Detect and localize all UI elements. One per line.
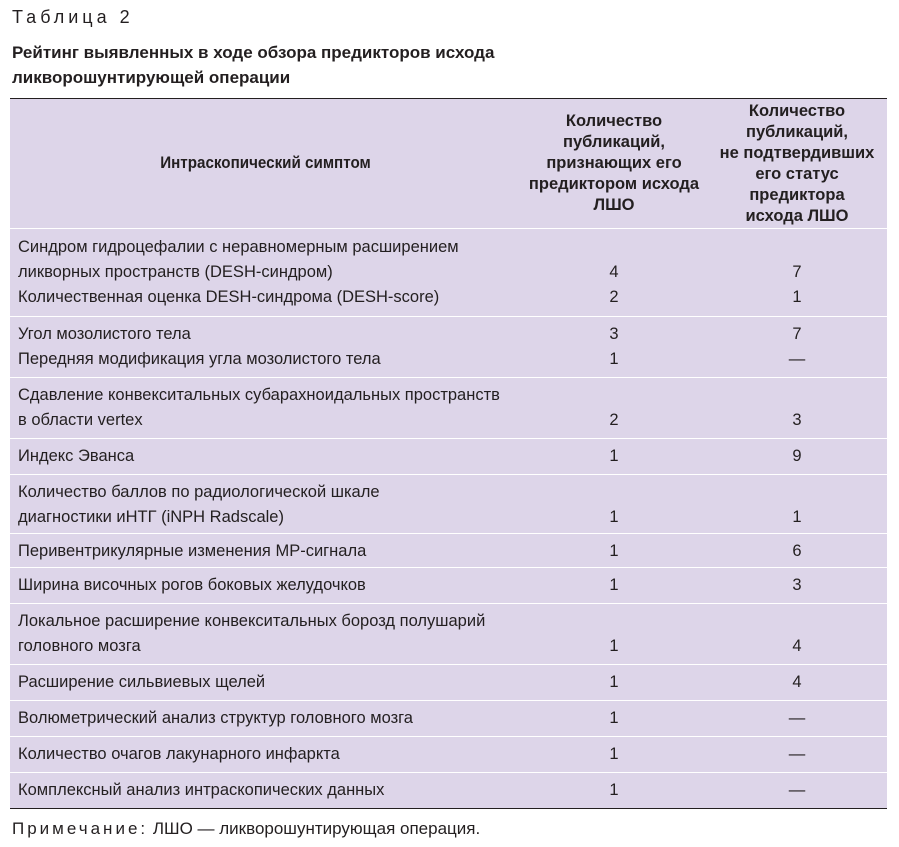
symptom-text: Передняя модификация угла мозолистого тела bbox=[18, 350, 381, 368]
confirmed-count-cell bbox=[521, 706, 707, 731]
not-confirmed-count: — bbox=[788, 350, 806, 368]
not-confirmed-count: 1 bbox=[792, 288, 802, 306]
not-confirmed-count bbox=[707, 609, 887, 634]
table-row bbox=[10, 604, 887, 665]
confirmed-count-cell bbox=[521, 480, 707, 530]
symptom-text: Количество баллов по радиологической шкале bbox=[18, 483, 380, 501]
not-confirmed-count-cell bbox=[707, 778, 887, 803]
confirmed-count bbox=[521, 480, 707, 505]
symptom-cell bbox=[10, 322, 521, 372]
confirmed-count: 1 bbox=[609, 781, 619, 799]
confirmed-count bbox=[521, 609, 707, 634]
not-confirmed-count-cell bbox=[707, 609, 887, 659]
symptom-text: Ширина височных рогов боковых желудочков bbox=[18, 576, 366, 594]
symptom-text: Сдавление конвекситальных субарахноидальных пространств bbox=[18, 386, 500, 404]
symptom-text: Индекс Эванса bbox=[18, 447, 135, 465]
table-row bbox=[10, 534, 887, 568]
confirmed-count: 1 bbox=[609, 745, 619, 763]
confirmed-count: 1 bbox=[609, 350, 619, 368]
symptom-cell bbox=[10, 609, 521, 659]
table-row bbox=[10, 701, 887, 737]
symptom-cell bbox=[10, 778, 521, 803]
predictors-table bbox=[10, 98, 887, 809]
confirmed-count: 1 bbox=[609, 673, 619, 691]
not-confirmed-count-cell bbox=[707, 322, 887, 372]
table-note bbox=[12, 818, 480, 840]
table-row bbox=[10, 665, 887, 701]
table-row bbox=[10, 378, 887, 439]
table-row bbox=[10, 317, 887, 378]
confirmed-count-cell bbox=[521, 383, 707, 433]
not-confirmed-count: — bbox=[788, 781, 806, 799]
not-confirmed-count bbox=[707, 383, 887, 408]
not-confirmed-count: 7 bbox=[792, 263, 802, 281]
table-row bbox=[10, 475, 887, 534]
not-confirmed-count-cell bbox=[707, 383, 887, 433]
symptom-cell bbox=[10, 480, 521, 530]
symptom-text: ликворных пространств (DESH-синдром) bbox=[18, 263, 333, 281]
confirmed-count-cell bbox=[521, 235, 707, 310]
symptom-cell bbox=[10, 670, 521, 695]
confirmed-count: 4 bbox=[609, 263, 619, 281]
confirmed-count-cell bbox=[521, 778, 707, 803]
confirmed-count-cell bbox=[521, 444, 707, 469]
symptom-cell bbox=[10, 235, 521, 310]
confirmed-count-cell bbox=[521, 670, 707, 695]
not-confirmed-count: 9 bbox=[792, 447, 802, 465]
not-confirmed-count-cell bbox=[707, 235, 887, 310]
symptom-text: Перивентрикулярные изменения МР-сигнала bbox=[18, 542, 367, 560]
not-confirmed-count: 7 bbox=[792, 325, 802, 343]
confirmed-count: 1 bbox=[609, 576, 619, 594]
not-confirmed-count bbox=[707, 480, 887, 505]
symptom-text: головного мозга bbox=[18, 637, 141, 655]
header-not-confirmed-count: Количество публикаций, не подтвердивших его статус предиктора исхода ЛШО bbox=[719, 101, 875, 225]
table-title: Рейтинг выявленных в ходе обзора предикторов исхода ликворошунтирующей операции bbox=[12, 43, 495, 87]
not-confirmed-count: 3 bbox=[792, 576, 802, 594]
symptom-text: диагностики иНТГ (iNPH Radscale) bbox=[18, 508, 284, 526]
confirmed-count-cell bbox=[521, 573, 707, 598]
confirmed-count bbox=[521, 383, 707, 408]
table-row bbox=[10, 568, 887, 604]
table-row bbox=[10, 229, 887, 317]
symptom-text: Локальное расширение конвекситальных борозд полушарий bbox=[18, 612, 486, 630]
not-confirmed-count-cell bbox=[707, 480, 887, 530]
table-row bbox=[10, 737, 887, 773]
symptom-text: Угол мозолистого тела bbox=[18, 325, 191, 343]
table-header bbox=[10, 99, 887, 229]
not-confirmed-count-cell bbox=[707, 539, 887, 564]
header-confirmed-count: Количество публикаций, признающих его предиктором исхода ЛШО bbox=[528, 112, 700, 214]
not-confirmed-count-cell bbox=[707, 706, 887, 731]
symptom-cell bbox=[10, 742, 521, 767]
not-confirmed-count-cell bbox=[707, 573, 887, 598]
symptom-cell bbox=[10, 706, 521, 731]
not-confirmed-count: 4 bbox=[792, 673, 802, 691]
symptom-text: Расширение сильвиевых щелей bbox=[18, 673, 266, 691]
symptom-text: Комплексный анализ интраскопических данных bbox=[18, 781, 385, 799]
not-confirmed-count: 1 bbox=[792, 508, 802, 526]
table-label: Таблица 2 bbox=[12, 7, 134, 27]
confirmed-count: 1 bbox=[609, 709, 619, 727]
confirmed-count bbox=[521, 235, 707, 260]
note-label: Примечание: bbox=[12, 819, 149, 838]
symptom-cell bbox=[10, 573, 521, 598]
confirmed-count: 1 bbox=[609, 637, 619, 655]
symptom-cell bbox=[10, 383, 521, 433]
symptom-text: Количество очагов лакунарного инфаркта bbox=[18, 745, 340, 763]
confirmed-count: 1 bbox=[609, 447, 619, 465]
confirmed-count: 3 bbox=[609, 325, 619, 343]
table-row bbox=[10, 439, 887, 475]
symptom-text: в области vertex bbox=[18, 411, 143, 429]
not-confirmed-count-cell bbox=[707, 444, 887, 469]
not-confirmed-count-cell bbox=[707, 742, 887, 767]
not-confirmed-count: 6 bbox=[792, 542, 802, 560]
symptom-cell bbox=[10, 444, 521, 469]
table-body bbox=[10, 229, 887, 808]
not-confirmed-count: 3 bbox=[792, 411, 802, 429]
confirmed-count: 2 bbox=[609, 411, 619, 429]
confirmed-count-cell bbox=[521, 539, 707, 564]
not-confirmed-count: — bbox=[788, 709, 806, 727]
confirmed-count: 2 bbox=[609, 288, 619, 306]
confirmed-count-cell bbox=[521, 742, 707, 767]
note-text: ЛШО — ликворошунтирующая операция. bbox=[148, 819, 481, 838]
symptom-text: Волюметрический анализ структур головного мозга bbox=[18, 709, 413, 727]
not-confirmed-count-cell bbox=[707, 670, 887, 695]
confirmed-count: 1 bbox=[609, 508, 619, 526]
confirmed-count-cell bbox=[521, 609, 707, 659]
confirmed-count-cell bbox=[521, 322, 707, 372]
not-confirmed-count: 4 bbox=[792, 637, 802, 655]
symptom-cell bbox=[10, 539, 521, 564]
not-confirmed-count bbox=[707, 235, 887, 260]
symptom-text: Синдром гидроцефалии с неравномерным расширением bbox=[18, 238, 459, 256]
symptom-text: Количественная оценка DESH-синдрома (DESH-score) bbox=[18, 288, 440, 306]
not-confirmed-count: — bbox=[788, 745, 806, 763]
table-row bbox=[10, 773, 887, 808]
header-symptom: Интраскопический симптом bbox=[160, 154, 371, 172]
confirmed-count: 1 bbox=[609, 542, 619, 560]
